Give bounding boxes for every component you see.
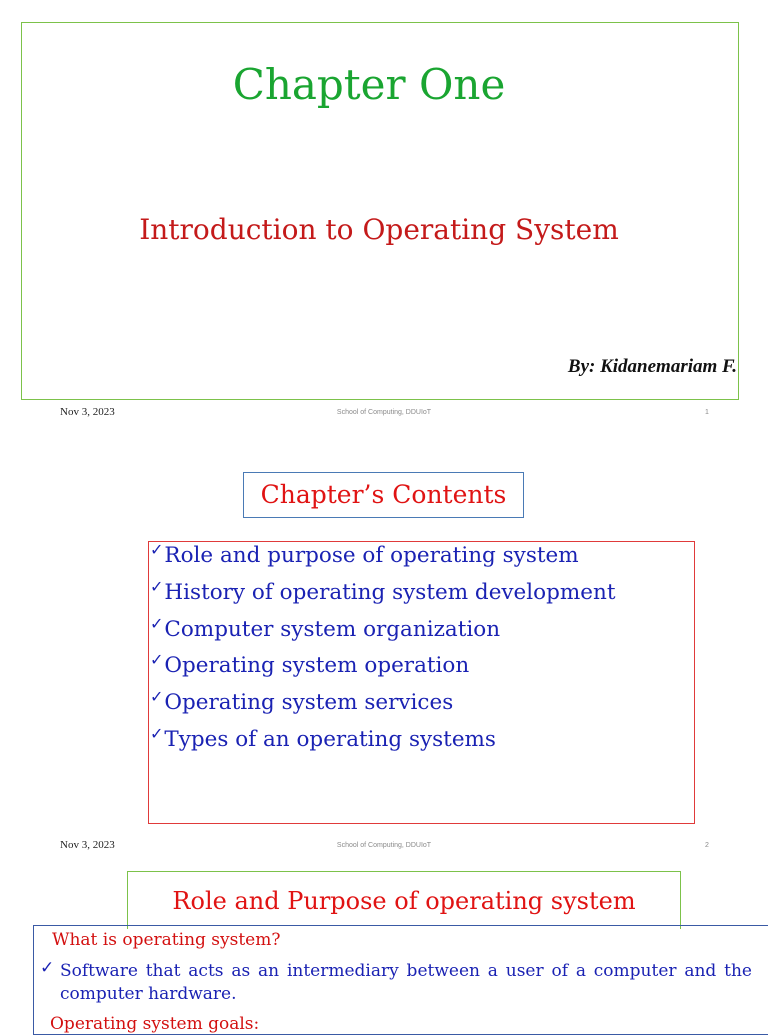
goals-heading: Operating system goals: [50, 1014, 260, 1034]
contents-list [150, 538, 615, 759]
checkmark-icon: ✓ [150, 613, 164, 633]
checkmark-icon: ✓ [150, 540, 164, 559]
list-item: ✓Computer system organization [150, 613, 501, 642]
chapter-title: Chapter One [232, 60, 506, 109]
slide1-footer-date: Nov 3, 2023 [60, 406, 115, 418]
list-item: ✓Role and purpose of operating system [150, 540, 579, 568]
list-item: ✓Operating system operation [150, 650, 470, 679]
list-item: ✓History of operating system development [150, 576, 616, 605]
slide2-footer-date: Nov 3, 2023 [60, 839, 115, 851]
checkmark-icon: ✓ [150, 576, 164, 596]
slide2-footer-school: School of Computing, DDUIoT [336, 842, 432, 849]
slide1-footer-school: School of Computing, DDUIoT [336, 409, 432, 416]
checkmark-icon: ✓ [40, 958, 55, 978]
slide2-page-number: 2 [705, 842, 709, 849]
checkmark-icon: ✓ [150, 687, 164, 707]
list-item: ✓Operating system services [150, 687, 454, 716]
chapter-subtitle: Introduction to Operating System [139, 213, 619, 246]
contents-title: Chapter’s Contents [243, 472, 524, 518]
checkmark-icon: ✓ [150, 723, 164, 743]
list-item: ✓Types of an operating systems [150, 723, 496, 752]
question-heading: What is operating system? [52, 930, 281, 950]
author-line: By: Kidanemariam F. [567, 356, 737, 377]
slide1-page-number: 1 [705, 409, 709, 416]
role-purpose-title: Role and Purpose of operating system [127, 871, 681, 929]
checkmark-icon: ✓ [150, 650, 164, 670]
definition-text: Software that acts as an intermediary between a user of a computer and the computer hardware. [60, 961, 752, 1004]
